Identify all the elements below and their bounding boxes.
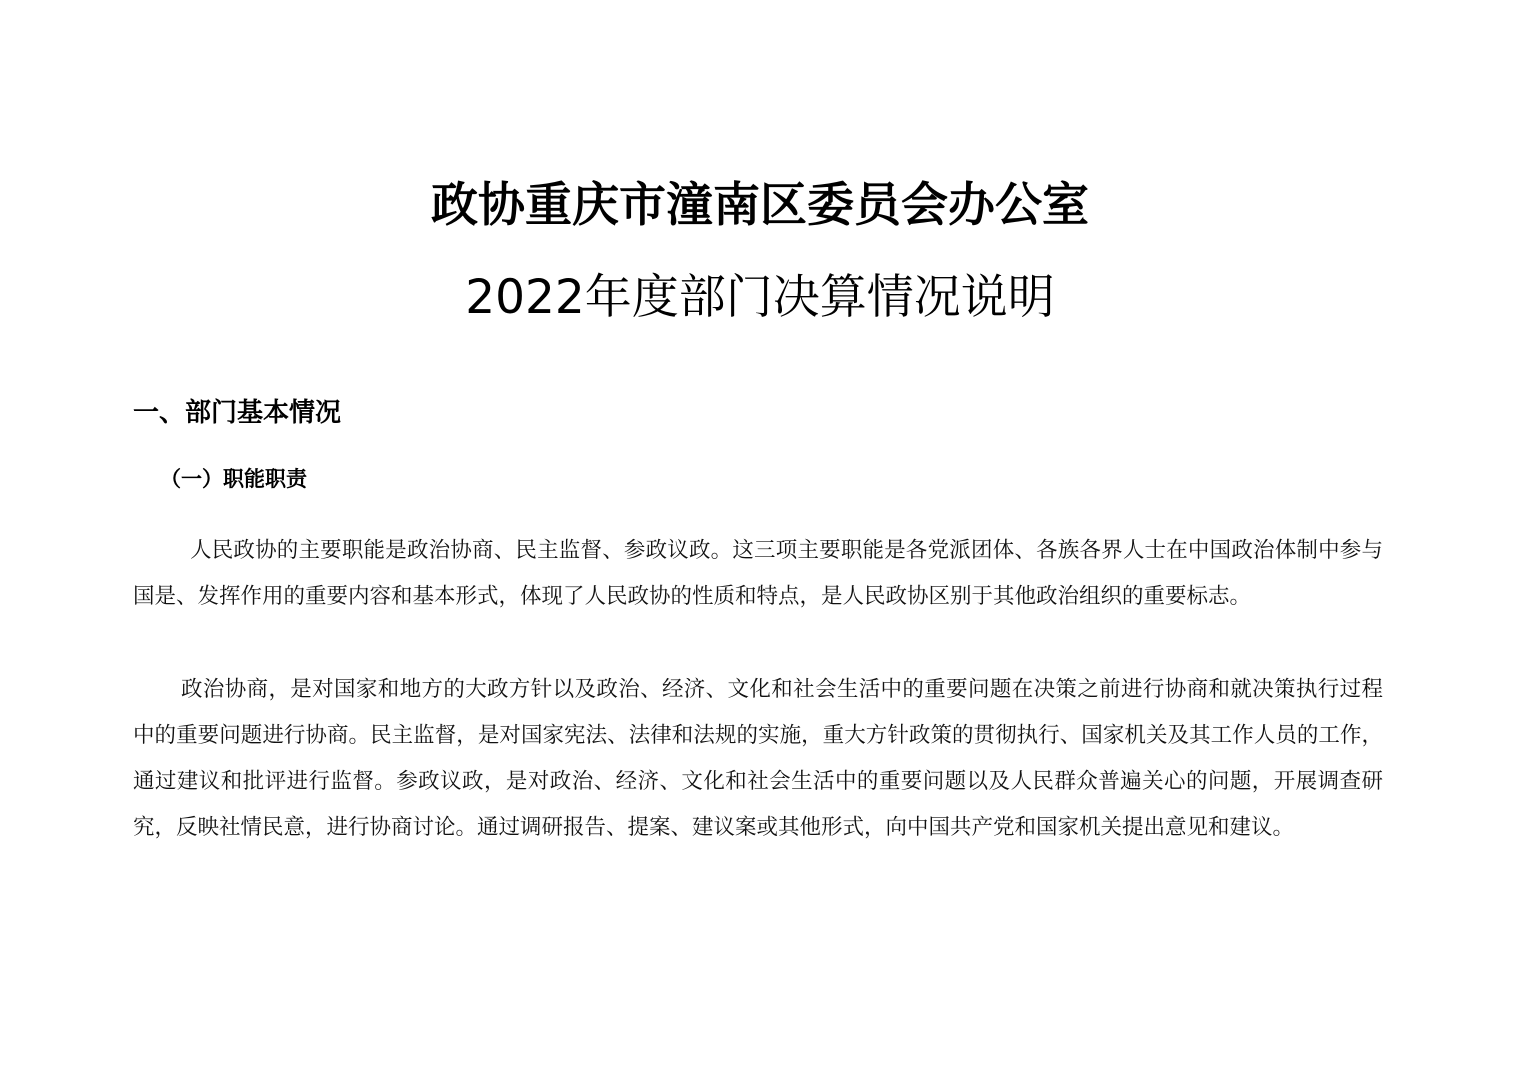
- title-line-report: 2022年度部门决算情况说明: [465, 270, 1055, 325]
- paragraph-function-details: 政治协商，是对国家和地方的大政方针以及政治、经济、文化和社会生活中的重要问题在决策之前进行协商和就决策执行过程中的重要问题进行协商。民主监督，是对国家宪法、法律和法规的实施，重大方针政策的贯彻执行、国家机关及其工作人员的工作，通过建议和批评进行监督。参政议政，是对政治、经济、文化和社会生活中的重要问题以及人民群众普遍关心的问题，开展调查研究，反映社情民意，进行协商讨论。通过调研报告、提案、建议案或其他形式，向中国共产党和国家机关提出意见和建议。: [133, 677, 1383, 840]
- subsection-heading-functions: （一）职能职责: [160, 467, 307, 491]
- title-line-organization: 政协重庆市潼南区委员会办公室: [431, 178, 1089, 233]
- paragraph-main-functions: 人民政协的主要职能是政治协商、民主监督、参政议政。这三项主要职能是各党派团体、各族各界人士在中国政治体制中参与国是、发挥作用的重要内容和基本形式，体现了人民政协的性质和特点，是人民政协区别于其他政治组织的重要标志。: [133, 538, 1383, 609]
- document-title: [0, 160, 1520, 344]
- section-heading-basic-info: 一、部门基本情况: [133, 398, 342, 428]
